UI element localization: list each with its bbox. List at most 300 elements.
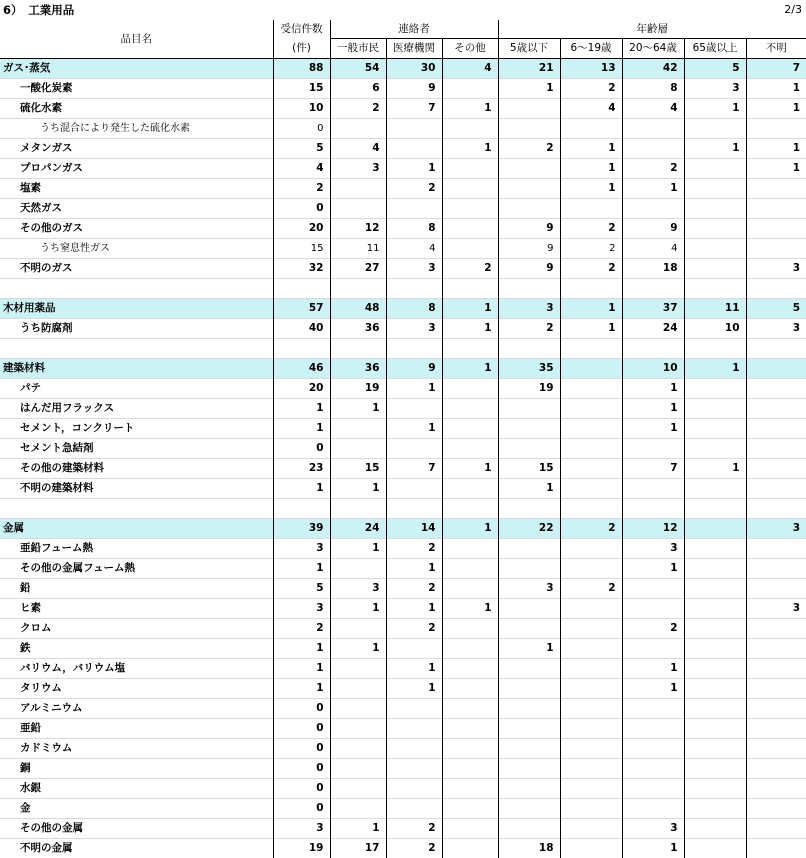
cell-value [746,679,806,699]
category-row [0,519,806,539]
cell-value [560,419,622,439]
cell-value [386,699,442,719]
cell-value [560,399,622,419]
cell-value: 20 [273,379,330,399]
cell-value [684,599,746,619]
cell-value: 2 [273,619,330,639]
cell-value [442,639,498,659]
cell-value: 18 [498,839,560,858]
cell-value [442,119,498,139]
cell-value: 3 [746,599,806,619]
cell-value [386,119,442,139]
cell-value [273,339,330,359]
cell-value: 40 [273,319,330,339]
table-row [0,399,806,419]
cell-value: 3 [273,539,330,559]
cell-value [746,399,806,419]
row-name: プロパンガス [0,159,273,179]
cell-value: 3 [386,319,442,339]
cell-value: 1 [330,539,386,559]
cell-value: 3 [498,579,560,599]
cell-value: 1 [273,659,330,679]
cell-value: 18 [622,259,684,279]
cell-value: 3 [622,539,684,559]
cell-value: 1 [622,659,684,679]
cell-value [560,199,622,219]
cell-value [386,339,442,359]
row-name: 建築材料 [0,359,273,379]
cell-value [442,559,498,579]
cell-value: 7 [622,459,684,479]
cell-value [560,779,622,799]
cell-value [330,439,386,459]
table-row [0,819,806,839]
cell-value [622,719,684,739]
cell-value [684,739,746,759]
cell-value: 1 [442,359,498,379]
table-row [0,439,806,459]
row-name: 硫化水素 [0,99,273,119]
header-reporter-group: 連絡者 [330,20,498,39]
cell-value [622,639,684,659]
cell-value [498,179,560,199]
cell-value [330,499,386,519]
cell-value [330,339,386,359]
row-name: その他のガス [0,219,273,239]
cell-value [684,239,746,259]
cell-value: 2 [560,259,622,279]
cell-value: 2 [273,179,330,199]
cell-value: 3 [746,519,806,539]
cell-value [746,219,806,239]
row-name [0,339,273,359]
cell-value: 24 [622,319,684,339]
cell-value [330,759,386,779]
cell-value [442,279,498,299]
cell-value [442,79,498,99]
cell-value [498,659,560,679]
cell-value: 1 [386,419,442,439]
cell-value [560,539,622,559]
cell-value [442,839,498,858]
cell-value [498,199,560,219]
cell-value [442,759,498,779]
cell-value [386,779,442,799]
cell-value: 0 [273,739,330,759]
cell-value: 1 [442,459,498,479]
cell-value [498,599,560,619]
cell-value: 1 [684,99,746,119]
cell-value [746,559,806,579]
cell-value [560,599,622,619]
cell-value [746,339,806,359]
cell-value [684,219,746,239]
cell-value: 11 [330,239,386,259]
cell-value [498,739,560,759]
table-row [0,619,806,639]
table-row [0,119,806,139]
cell-value: 15 [273,79,330,99]
cell-value: 1 [442,139,498,159]
cell-value [386,439,442,459]
header-age-6-19: 6～19歳 [560,39,622,59]
cell-value: 1 [684,139,746,159]
cell-value [498,279,560,299]
cell-value: 3 [746,259,806,279]
cell-value: 1 [386,659,442,679]
cell-value: 1 [386,599,442,619]
table-row [0,239,806,259]
cell-value [746,279,806,299]
cell-value [684,679,746,699]
cell-value: 1 [622,559,684,579]
row-name: 金属 [0,519,273,539]
cell-value: 6 [330,79,386,99]
cell-value [622,479,684,499]
cell-value [746,779,806,799]
cell-value [746,839,806,858]
cell-value [498,759,560,779]
cell-value: 1 [622,419,684,439]
cell-value [622,579,684,599]
cell-value [746,579,806,599]
cell-value: 1 [622,179,684,199]
cell-value [622,499,684,519]
cell-value [560,459,622,479]
cell-value: 1 [622,679,684,699]
cell-value: 39 [273,519,330,539]
category-row [0,359,806,379]
cell-value [746,699,806,719]
cell-value [560,739,622,759]
table-row [0,99,806,119]
cell-value [442,399,498,419]
cell-value: 24 [330,519,386,539]
header-count-unit: (件) [273,39,330,59]
row-name: 鉛 [0,579,273,599]
cell-value: 5 [684,59,746,79]
cell-value [386,139,442,159]
cell-value [622,139,684,159]
cell-value: 1 [622,399,684,419]
header-age-20-64: 20～64歳 [622,39,684,59]
cell-value: 14 [386,519,442,539]
cell-value [746,379,806,399]
cell-value: 3 [498,299,560,319]
cell-value: 1 [622,839,684,858]
cell-value [746,799,806,819]
cell-value [498,439,560,459]
cell-value: 2 [560,219,622,239]
cell-value [560,719,622,739]
cell-value: 0 [273,439,330,459]
cell-value: 5 [746,299,806,319]
cell-value: 15 [330,459,386,479]
cell-value [684,759,746,779]
cell-value: 10 [684,319,746,339]
cell-value: 1 [273,399,330,419]
table-row [0,719,806,739]
cell-value: 2 [386,179,442,199]
cell-value [498,559,560,579]
table-row [0,699,806,719]
cell-value [560,799,622,819]
cell-value: 12 [622,519,684,539]
cell-value [560,759,622,779]
cell-value [746,479,806,499]
cell-value [442,779,498,799]
cell-value: 1 [684,459,746,479]
cell-value: 2 [386,579,442,599]
cell-value [330,779,386,799]
row-name: セメント急結剤 [0,439,273,459]
cell-value [622,439,684,459]
row-name: アルミニウム [0,699,273,719]
cell-value: 1 [498,639,560,659]
cell-value [684,639,746,659]
cell-value: 4 [330,139,386,159]
cell-value: 4 [273,159,330,179]
table-row [0,219,806,239]
cell-value [746,819,806,839]
cell-value [560,639,622,659]
row-name: 銅 [0,759,273,779]
cell-value [622,739,684,759]
cell-value [684,619,746,639]
table-row [0,459,806,479]
cell-value [560,439,622,459]
cell-value [746,759,806,779]
page-number: 2/3 [784,2,802,18]
cell-value: 1 [498,79,560,99]
cell-value [746,439,806,459]
cell-value: 36 [330,319,386,339]
cell-value [498,779,560,799]
cell-value: 9 [498,239,560,259]
cell-value [442,659,498,679]
cell-value [498,499,560,519]
cell-value [684,819,746,839]
cell-value: 21 [498,59,560,79]
cell-value [746,239,806,259]
cell-value [330,619,386,639]
cell-value [330,679,386,699]
cell-value [386,479,442,499]
cell-value [386,199,442,219]
cell-value: 2 [560,519,622,539]
cell-value [442,379,498,399]
cell-value: 1 [746,99,806,119]
cell-value: 27 [330,259,386,279]
cell-value: 1 [746,79,806,99]
cell-value [386,399,442,419]
cell-value: 1 [560,139,622,159]
table-row [0,159,806,179]
row-name: カドミウム [0,739,273,759]
cell-value: 0 [273,119,330,139]
cell-value: 9 [498,259,560,279]
cell-value [442,159,498,179]
cell-value [622,599,684,619]
cell-value [560,839,622,858]
cell-value: 2 [498,139,560,159]
row-name: 一酸化炭素 [0,79,273,99]
cell-value: 15 [273,239,330,259]
cell-value [622,199,684,219]
cell-value [330,699,386,719]
cell-value: 1 [386,379,442,399]
table-row [0,419,806,439]
header-medical: 医療機関 [386,39,442,59]
cell-value [684,799,746,819]
cell-value [442,179,498,199]
cell-value [622,799,684,819]
header-unknown: 不明 [746,39,806,59]
cell-value [442,679,498,699]
cell-value [560,119,622,139]
cell-value [498,99,560,119]
spacer-row [0,339,806,359]
cell-value [560,379,622,399]
cell-value: 2 [498,319,560,339]
table-row [0,599,806,619]
cell-value [442,499,498,519]
spacer-row [0,499,806,519]
cell-value: 1 [330,639,386,659]
cell-value: 2 [386,819,442,839]
table-row [0,579,806,599]
cell-value [498,719,560,739]
cell-value [684,119,746,139]
table-row [0,179,806,199]
cell-value: 1 [330,599,386,619]
cell-value [498,619,560,639]
cell-value [330,559,386,579]
cell-value [684,279,746,299]
table-row [0,479,806,499]
cell-value [746,359,806,379]
cell-value [386,799,442,819]
cell-value [684,539,746,559]
row-name [0,279,273,299]
cell-value [442,239,498,259]
cell-value: 1 [684,359,746,379]
cell-value [746,619,806,639]
row-name: うち防腐剤 [0,319,273,339]
cell-value: 0 [273,719,330,739]
cell-value [498,339,560,359]
table-row [0,379,806,399]
cell-value: 19 [273,839,330,858]
cell-value: 5 [273,139,330,159]
row-name: その他の建築材料 [0,459,273,479]
cell-value [442,819,498,839]
cell-value: 2 [622,159,684,179]
cell-value: 54 [330,59,386,79]
cell-value: 8 [386,219,442,239]
row-name: 金 [0,799,273,819]
table-body [0,59,806,858]
row-name: タリウム [0,679,273,699]
cell-value: 36 [330,359,386,379]
cell-value [498,819,560,839]
spacer-row [0,279,806,299]
cell-value: 46 [273,359,330,379]
row-name: その他の金属 [0,819,273,839]
cell-value [622,779,684,799]
cell-value [684,259,746,279]
cell-value [330,279,386,299]
cell-value: 1 [622,379,684,399]
cell-value: 3 [386,259,442,279]
cell-value: 35 [498,359,560,379]
row-name: セメント，コンクリート [0,419,273,439]
cell-value: 20 [273,219,330,239]
cell-value [330,119,386,139]
row-name: うち混合により発生した硫化水素 [0,119,273,139]
cell-value: 10 [622,359,684,379]
cell-value: 1 [442,319,498,339]
cell-value: 0 [273,799,330,819]
cell-value: 4 [386,239,442,259]
cell-value [330,179,386,199]
cell-value: 7 [386,459,442,479]
row-name: 鉄 [0,639,273,659]
cell-value [746,659,806,679]
header-age-65: 65歳以上 [684,39,746,59]
cell-value [684,499,746,519]
cell-value: 4 [622,239,684,259]
cell-value [498,399,560,419]
table-row [0,799,806,819]
table-row [0,679,806,699]
cell-value: 3 [684,79,746,99]
cell-value [622,339,684,359]
cell-value [442,539,498,559]
cell-value: 1 [746,159,806,179]
cell-value [442,579,498,599]
cell-value: 1 [442,299,498,319]
cell-value [560,679,622,699]
cell-value: 1 [386,559,442,579]
cell-value [330,799,386,819]
cell-value [746,459,806,479]
row-name: 亜鉛 [0,719,273,739]
cell-value [442,619,498,639]
cell-value [560,819,622,839]
table-row [0,259,806,279]
cell-value [560,559,622,579]
cell-value: 1 [498,479,560,499]
cell-value: 8 [386,299,442,319]
cell-value: 30 [386,59,442,79]
cell-value [273,499,330,519]
category-row [0,299,806,319]
cell-value: 2 [386,619,442,639]
cell-value [746,419,806,439]
cell-value [498,119,560,139]
table-row [0,559,806,579]
cell-value: 1 [746,139,806,159]
cell-value [330,419,386,439]
cell-value [746,179,806,199]
cell-value: 1 [330,819,386,839]
cell-value: 2 [386,539,442,559]
cell-value [560,699,622,719]
header-count: 受信件数 [273,20,330,39]
header-age-group: 年齢層 [498,20,806,39]
cell-value: 3 [273,599,330,619]
